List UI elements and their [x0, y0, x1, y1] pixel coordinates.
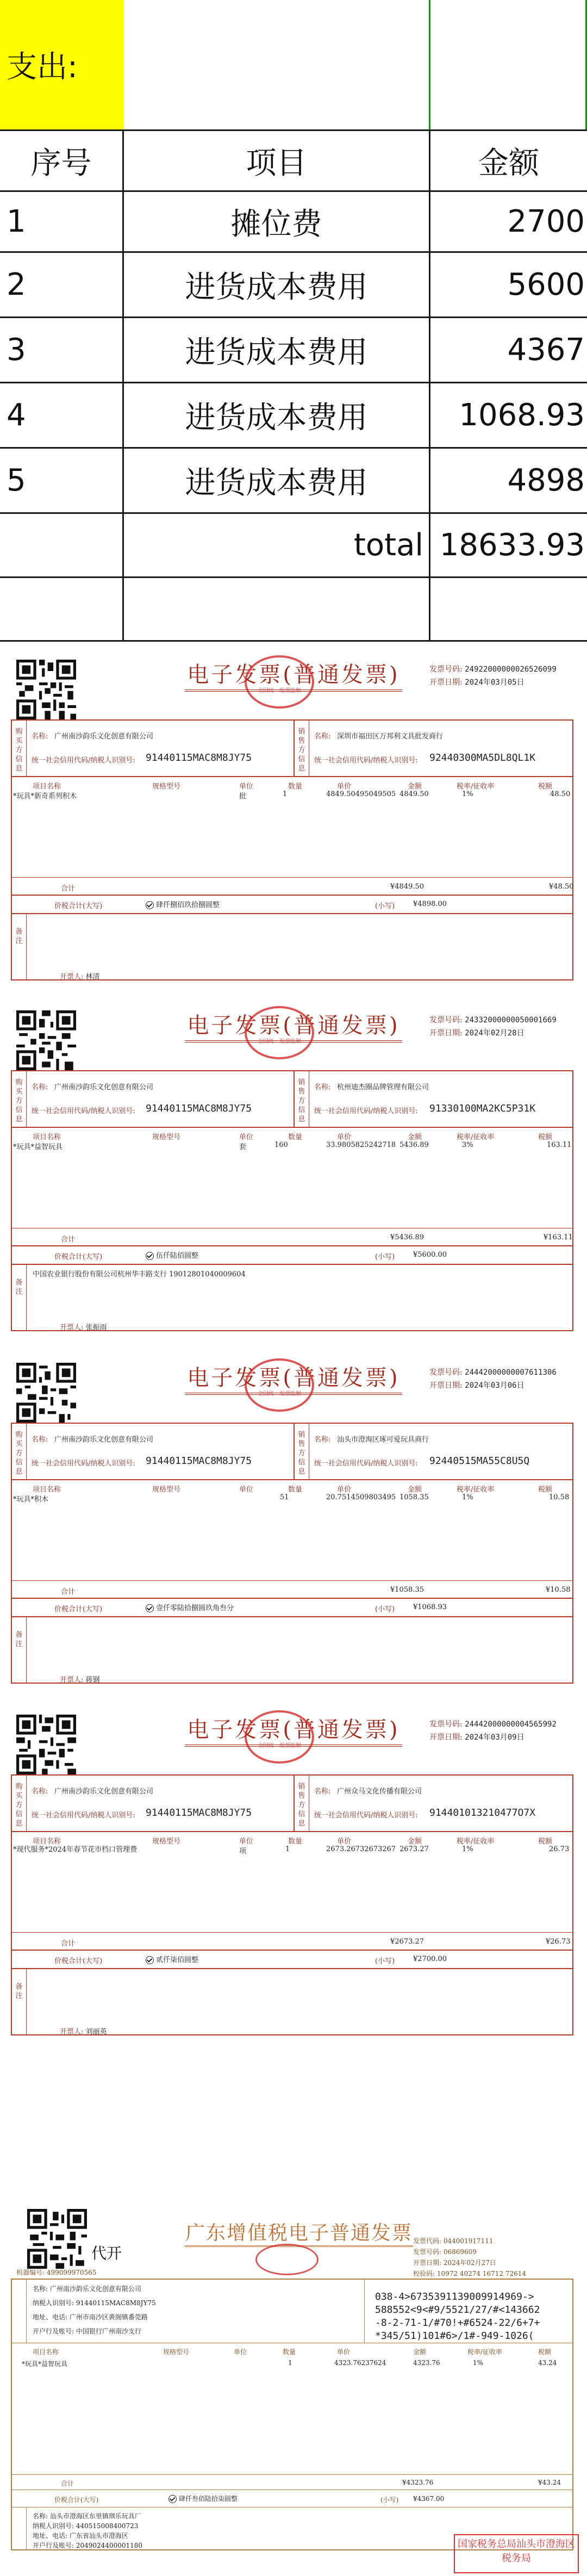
invoice-number-label: 发票号码:	[429, 665, 463, 674]
col-qty: 数量	[288, 1838, 303, 1846]
col-spec: 规格型号	[152, 1486, 181, 1494]
row-no: 3	[7, 332, 26, 368]
rule	[26, 1423, 27, 1479]
line-tax: 48.50	[550, 790, 571, 798]
line-item: *玩具*新奇系列积木	[13, 792, 77, 800]
invoice-date: 2024年03月06日	[465, 1381, 524, 1390]
vat-invoice	[0, 2197, 587, 2576]
vat-total-label: 合计	[61, 2480, 74, 2487]
line-tax: 163.11	[547, 1141, 572, 1149]
issuer-label: 开票人:	[60, 1676, 84, 1684]
invoice-date: 2024年03月05日	[465, 678, 524, 687]
col-rate: 税率/征收率	[457, 783, 495, 791]
rule	[26, 2507, 27, 2550]
lower-label: (小写)	[375, 902, 395, 910]
lower-amount: ¥1068.93	[413, 1603, 447, 1611]
invoice-title: 电子发票(普通发票)	[185, 1008, 402, 1042]
rule	[294, 1423, 295, 1479]
col-tax: 税额	[538, 1133, 553, 1141]
rule	[294, 1070, 295, 1127]
invoice-meta	[429, 1366, 557, 1392]
rule	[11, 1580, 573, 1581]
vat-total-tax: ¥43.24	[538, 2479, 561, 2486]
col-amount: 金额	[408, 1838, 422, 1846]
rule	[26, 1617, 27, 1684]
line-qty: 160	[274, 1141, 288, 1149]
buyer-taxid-label: 统一社会信用代码/纳税人识别号:	[32, 1460, 135, 1468]
check-circle-icon	[146, 1956, 154, 1964]
line-qty: 1	[285, 1845, 290, 1853]
vat-price: 4323.76237624	[334, 2359, 386, 2367]
e-invoice	[0, 1001, 587, 1349]
issuer	[60, 1674, 100, 1684]
qr-code-icon	[27, 2209, 87, 2269]
seller-taxid: 91330100MA2KC5P31K	[429, 1103, 536, 1114]
rule	[26, 719, 27, 776]
line-rate: 1%	[462, 1493, 473, 1501]
vat-seller-name: 名称: 汕头市澄海区东里镇琪乐玩具厂	[33, 2512, 141, 2520]
row-item: 进货成本费用	[185, 400, 368, 436]
col-amount: 金额	[408, 1486, 422, 1494]
total-tax: ¥163.11	[544, 1233, 573, 1242]
rule	[11, 1127, 573, 1128]
rule	[11, 2474, 573, 2475]
rule	[11, 1968, 573, 1969]
line-unit: 批	[239, 792, 247, 800]
col-unit: 单位	[234, 2348, 247, 2356]
rule	[11, 913, 573, 914]
vat-upper-label: 价税合计(大写)	[54, 2496, 99, 2504]
rule	[11, 895, 573, 896]
line-qty: 51	[280, 1493, 289, 1501]
issuer-name: 刘丽英	[85, 2028, 107, 2036]
seller-name: 广州众马文化传播有限公司	[337, 1787, 422, 1796]
col-amount: 金额	[408, 783, 422, 791]
seal-text: 全国统一发票监制	[258, 1743, 301, 1749]
invoice-number: 24442000000004565992	[465, 1720, 557, 1729]
upper-label: 价税合计(大写)	[54, 1253, 103, 1261]
line-amount: 2673.27	[399, 1845, 429, 1853]
expense-title: 支出:	[7, 49, 78, 85]
buyer-name-label: 名称:	[32, 1436, 48, 1444]
rule	[11, 1479, 573, 1480]
total-value: 18633.93	[439, 527, 585, 563]
total-amount: ¥4849.50	[390, 883, 424, 891]
col-price: 单价	[337, 1486, 352, 1494]
lower-amount: ¥4898.00	[413, 900, 447, 908]
total-amount: ¥2673.27	[390, 1938, 424, 1946]
total-amount: ¥5436.89	[390, 1233, 424, 1242]
col-price: 单价	[337, 1838, 352, 1846]
buyer-taxid-label: 统一社会信用代码/纳税人识别号:	[32, 756, 135, 765]
seller-taxid: 92440515MA55C8U5Q	[429, 1455, 530, 1467]
invoice-title: 电子发票(普通发票)	[185, 1712, 402, 1747]
col-unit: 单位	[239, 1838, 254, 1846]
proxy-issued-label: 代开	[91, 2244, 122, 2262]
vat-seal	[255, 2244, 319, 2275]
row-no: 4	[7, 398, 26, 433]
invoice-seal	[245, 1358, 314, 1412]
vat-tax: 43.24	[538, 2359, 557, 2367]
upper-label: 价税合计(大写)	[54, 902, 103, 910]
invoice-meta	[429, 663, 557, 689]
vat-buyer-name: 名称: 广州南沙韵乐文化创意有限公司	[33, 2285, 141, 2293]
invoice-date-label: 开票日期:	[429, 1381, 463, 1390]
qr-code-icon	[16, 1715, 76, 1774]
total-tax: ¥10.58	[546, 1586, 571, 1594]
rule	[11, 1245, 573, 1246]
col-price: 单价	[337, 1133, 352, 1141]
line-price: 4849.50495049505	[326, 790, 396, 798]
header-item: 项目	[246, 145, 307, 181]
vat-title: 广东增值税电子普通发票	[185, 2218, 413, 2247]
buyer-name-label: 名称:	[32, 733, 48, 741]
col-spec: 规格型号	[152, 1838, 181, 1846]
vat-total-amount: ¥4323.76	[402, 2479, 434, 2486]
col-qty: 数量	[288, 1486, 303, 1494]
total-label: total	[353, 527, 423, 563]
col-rate: 税率/征收率	[457, 1486, 495, 1494]
seller-taxid: 92440300MA5DL8QL1K	[429, 752, 536, 764]
col-tax: 税额	[538, 2348, 552, 2356]
col-item: 项目名称	[33, 1838, 61, 1846]
col-spec: 规格型号	[163, 2348, 190, 2356]
row-no: 2	[7, 267, 26, 302]
cipher-line: 038-4>6735391139009914969->	[375, 2291, 534, 2302]
invoice-seal	[245, 655, 314, 709]
header-amount: 金额	[478, 145, 539, 181]
col-rate: 税率/征收率	[467, 2348, 503, 2356]
col-tax: 税额	[538, 1838, 553, 1846]
upper-label: 价税合计(大写)	[54, 1605, 103, 1613]
vat-qty: 1	[288, 2359, 292, 2367]
e-invoice	[0, 1353, 587, 1701]
line-tax: 26.73	[549, 1845, 570, 1853]
vat-seller-tax: 纳税人识别号: 440515008400723	[33, 2522, 139, 2530]
invoice-number-label: 发票号码:	[429, 1720, 463, 1729]
vat-number: 发票号码: 06869609	[413, 2248, 477, 2256]
buyer-taxid: 91440115MAC8M8JY75	[146, 1103, 252, 1114]
seal-text: 全国统一发票监制	[258, 1391, 301, 1397]
remarks-label: 备注	[15, 1983, 23, 2000]
row-no: 5	[7, 463, 26, 498]
row-no: 1	[7, 204, 26, 239]
e-invoice	[0, 650, 587, 998]
total-label: 合计	[61, 1236, 76, 1244]
total-tax: ¥48.50	[549, 883, 574, 891]
col-amount: 金额	[413, 2348, 427, 2356]
line-amount: 1058.35	[399, 1493, 429, 1501]
seller-taxid-label: 统一社会信用代码/纳税人识别号:	[314, 1460, 418, 1468]
col-price: 单价	[337, 783, 352, 791]
upper-amount-text: 贰仟柒佰圆整	[156, 1956, 199, 1964]
vat-lower-amount: ¥4367.00	[413, 2495, 445, 2503]
lower-label: (小写)	[375, 1253, 395, 1261]
e-invoice	[0, 1705, 587, 2053]
qr-code-icon	[16, 1010, 76, 1070]
line-item: *玩具*积木	[13, 1495, 49, 1504]
line-price: 33.9805825242718	[326, 1141, 396, 1149]
line-item: *现代服务*2024年春节花市档口管理费	[13, 1846, 138, 1854]
col-amount: 金额	[408, 1133, 422, 1141]
lower-label: (小写)	[375, 1605, 395, 1613]
seller-label: 销售方信息	[298, 728, 305, 773]
rule	[11, 1616, 573, 1617]
upper-amount	[146, 899, 220, 909]
rule	[11, 1598, 573, 1599]
rule	[11, 776, 573, 777]
seal-text: 全国统一发票监制	[258, 1039, 301, 1045]
row-amount: 4367	[507, 332, 585, 368]
issuer-label: 开票人:	[60, 2028, 84, 2036]
line-rate: 3%	[462, 1141, 473, 1149]
seller-taxid-label: 统一社会信用代码/纳税人识别号:	[314, 1811, 418, 1820]
table-rule	[0, 640, 587, 642]
col-tax: 税额	[538, 1486, 553, 1494]
rule	[11, 1831, 573, 1832]
invoice-date-label: 开票日期:	[429, 678, 463, 687]
issuer-name: 蒋钢	[85, 1676, 100, 1684]
upper-label: 价税合计(大写)	[54, 1957, 103, 1965]
vat-check: 校验码: 10972 40274 16712 72614	[413, 2270, 526, 2277]
seller-name-label: 名称:	[314, 1436, 331, 1444]
rule	[26, 1774, 27, 1831]
buyer-label: 购买方信息	[15, 1783, 23, 1828]
line-unit: 项	[239, 1847, 247, 1855]
expense-table	[0, 0, 587, 642]
upper-amount	[146, 1954, 198, 1964]
rule	[11, 1932, 573, 1933]
invoice-date: 2024年02月28日	[465, 1029, 524, 1038]
invoice-number: 24332000000050001669	[465, 1016, 557, 1025]
vat-code: 发票代码: 044001917111	[413, 2237, 494, 2245]
title-blank-cell	[124, 0, 430, 129]
seller-taxid: 914401013210477O7X	[429, 1807, 536, 1818]
rule	[294, 719, 295, 776]
buyer-name: 广州南沙韵乐文化创意有限公司	[54, 1787, 154, 1796]
col-item: 项目名称	[33, 2348, 59, 2356]
issuer-name: 张振雨	[85, 1324, 107, 1332]
seller-label: 销售方信息	[298, 1078, 305, 1123]
lower-label: (小写)	[375, 1957, 395, 1965]
issuer	[60, 1321, 107, 1332]
total-amount: ¥1058.35	[390, 1586, 424, 1594]
buyer-name: 广州南沙韵乐文化创意有限公司	[54, 1083, 154, 1091]
line-price: 20.7514509803495	[326, 1493, 396, 1501]
rule	[26, 1070, 27, 1127]
remarks-label: 备注	[15, 1631, 23, 1648]
row-amount: 4898	[507, 463, 585, 498]
cipher-line: 588552<9<#9/5521/27/#<143662	[375, 2304, 540, 2316]
line-tax: 10.58	[549, 1493, 570, 1501]
col-rate: 税率/征收率	[457, 1838, 495, 1846]
line-amount: 4849.50	[399, 790, 429, 798]
line-price: 2673.26732673267	[326, 1845, 396, 1853]
line-rate: 1%	[462, 790, 473, 798]
upper-amount-text: 伍仟陆佰圆整	[156, 1252, 199, 1260]
buyer-label: 购买方信息	[15, 1078, 23, 1123]
total-label: 合计	[61, 885, 76, 893]
col-price: 单价	[337, 2348, 351, 2356]
vat-seller-bank: 开户行及账号: 2049024400001180	[33, 2542, 143, 2549]
col-spec: 规格型号	[152, 1133, 181, 1141]
issuer	[60, 971, 100, 981]
check-circle-icon	[168, 2495, 177, 2503]
col-qty: 数量	[288, 783, 303, 791]
col-qty: 数量	[283, 2348, 296, 2356]
col-item: 项目名称	[33, 783, 61, 791]
invoice-number-label: 发票号码:	[429, 1368, 463, 1377]
check-circle-icon	[146, 901, 154, 909]
check-circle-icon	[146, 1252, 154, 1260]
seller-name-label: 名称:	[314, 733, 331, 741]
invoice-title: 电子发票(普通发票)	[185, 1361, 402, 1395]
col-tax: 税额	[538, 783, 553, 791]
row-amount: 1068.93	[459, 398, 585, 433]
vat-rate: 1%	[473, 2359, 484, 2367]
buyer-name: 广州南沙韵乐文化创意有限公司	[54, 733, 154, 741]
invoice-number-label: 发票号码:	[429, 1016, 463, 1025]
invoice-number: 24922000000026526099	[465, 665, 557, 674]
seller-taxid-label: 统一社会信用代码/纳税人识别号:	[314, 756, 418, 765]
issuer-name: 林清	[85, 973, 100, 981]
rule	[26, 1265, 27, 1331]
buyer-name-label: 名称:	[32, 1787, 48, 1796]
seller-name: 深圳市福田区万邦利文具批发商行	[337, 733, 444, 741]
col-item: 项目名称	[33, 1133, 61, 1141]
remarks-text: 中国农业银行股份有限公司杭州华丰路支行 19012801040009604	[33, 1270, 246, 1278]
seller-label: 销售方信息	[298, 1783, 305, 1828]
seal-text: 全国统一发票监制	[258, 688, 301, 694]
buyer-taxid: 91440115MAC8M8JY75	[146, 752, 252, 764]
remarks-label: 备注	[15, 928, 23, 945]
seller-name-label: 名称:	[314, 1083, 331, 1091]
vat-item: *玩具*益智玩具	[22, 2360, 68, 2368]
vat-date: 开票日期: 2024年02月27日	[413, 2259, 496, 2267]
col-unit: 单位	[239, 1486, 254, 1494]
vat-amount: 4323.76	[413, 2359, 440, 2367]
rule	[11, 1264, 573, 1265]
row-item: 摊位费	[230, 206, 322, 242]
buyer-taxid: 91440115MAC8M8JY75	[146, 1455, 252, 1467]
line-rate: 1%	[462, 1845, 473, 1853]
vat-buyer-addr: 地址、电话: 广州市南沙区黄阁镇番莞路	[33, 2313, 148, 2321]
upper-amount-text: 肆仟捌佰玖拾捌圆整	[156, 901, 220, 909]
header-no: 序号	[30, 145, 92, 181]
buyer-label: 购买方信息	[15, 728, 23, 773]
line-item: *玩具*益智玩具	[13, 1143, 63, 1151]
row-item: 进货成本费用	[185, 465, 368, 501]
qr-code-icon	[16, 1363, 76, 1423]
rule	[26, 2279, 27, 2343]
cipher-block	[375, 2291, 560, 2343]
upper-amount-text: 壹仟零陆拾捌圆玖角叁分	[156, 1604, 234, 1612]
invoice-number: 24442000000007611306	[465, 1368, 557, 1377]
col-spec: 规格型号	[152, 783, 181, 791]
row-item: 进货成本费用	[185, 334, 368, 370]
line-qty: 1	[283, 790, 288, 798]
invoice-date-label: 开票日期:	[429, 1733, 463, 1742]
row-amount: 2700	[507, 204, 585, 239]
seller-name-label: 名称:	[314, 1787, 331, 1796]
seller-label: 销售方信息	[298, 1431, 305, 1476]
machine-no: 机器编号: 499099970565	[16, 2269, 97, 2276]
line-amount: 5436.89	[399, 1141, 429, 1149]
invoice-meta	[429, 1718, 557, 1744]
row-item: 进货成本费用	[185, 269, 368, 305]
col-qty: 数量	[288, 1133, 303, 1141]
expense-title-cell	[0, 0, 124, 129]
table-rule	[0, 576, 587, 578]
rule	[11, 1950, 573, 1951]
invoice-seal	[245, 1006, 314, 1059]
line-unit: 套	[239, 1143, 247, 1151]
col-unit: 单位	[239, 783, 254, 791]
col-item: 项目名称	[33, 1486, 61, 1494]
buyer-taxid-label: 统一社会信用代码/纳税人识别号:	[32, 1107, 135, 1115]
buyer-taxid: 91440115MAC8M8JY75	[146, 1807, 252, 1818]
remarks-label: 备注	[15, 1278, 23, 1296]
qr-code-icon	[16, 660, 76, 719]
rule	[26, 1969, 27, 2035]
seller-name: 汕头市澄海区琢可爱玩具商行	[337, 1436, 429, 1444]
rule	[364, 2279, 365, 2343]
row-amount: 5600	[507, 267, 585, 302]
invoice-date-label: 开票日期:	[429, 1029, 463, 1038]
tax-bureau-stamp: 国家税务总局汕头市澄海区税务局	[454, 2534, 579, 2573]
total-label: 合计	[61, 1588, 76, 1596]
lower-amount: ¥5600.00	[413, 1251, 447, 1259]
col-unit: 单位	[239, 1133, 254, 1141]
vat-seller-addr: 地址、电话: 广东省汕头市澄海区	[33, 2532, 128, 2540]
upper-amount	[146, 1250, 198, 1260]
total-label: 合计	[61, 1940, 76, 1948]
vat-buyer-tax: 纳税人识别号: 91440115MAC8M8JY75	[33, 2299, 156, 2307]
lower-amount: ¥2700.00	[413, 1955, 447, 1963]
seller-taxid-label: 统一社会信用代码/纳税人识别号:	[314, 1107, 418, 1115]
invoice-date: 2024年03月09日	[465, 1733, 524, 1742]
cipher-line: -8-2-71-1/#70!+#6524-22/6+7+	[375, 2317, 540, 2329]
vat-upper-text: 肆仟叁佰陆拾柒圆整	[179, 2495, 238, 2503]
buyer-name-label: 名称:	[32, 1083, 48, 1091]
invoice-meta	[429, 1014, 557, 1040]
rule	[26, 914, 27, 980]
invoice-seal	[245, 1710, 314, 1764]
cipher-line: *345/51)101#6>/1#-949-1026(	[375, 2330, 534, 2342]
title-blank-cell-2	[430, 0, 587, 129]
buyer-taxid-label: 统一社会信用代码/纳税人识别号:	[32, 1811, 135, 1820]
vat-upper-amount	[168, 2494, 238, 2503]
total-tax: ¥26.73	[546, 1938, 571, 1946]
issuer-label: 开票人:	[60, 1324, 84, 1332]
invoice-title: 电子发票(普通发票)	[185, 657, 402, 692]
issuer	[60, 2026, 107, 2036]
rule	[294, 1774, 295, 1831]
upper-amount	[146, 1602, 234, 1612]
seller-name: 杭州迪杰圈品牌管理有限公司	[337, 1083, 429, 1091]
rule	[11, 877, 573, 878]
check-circle-icon	[146, 1604, 154, 1612]
vat-buyer-bank: 开户行及账号: 中国银行广州南沙支行	[33, 2327, 141, 2335]
buyer-label: 购买方信息	[15, 1431, 23, 1476]
buyer-name: 广州南沙韵乐文化创意有限公司	[54, 1436, 154, 1444]
issuer-label: 开票人:	[60, 973, 84, 981]
vat-lower-label: (小写)	[380, 2496, 399, 2504]
col-rate: 税率/征收率	[457, 1133, 495, 1141]
